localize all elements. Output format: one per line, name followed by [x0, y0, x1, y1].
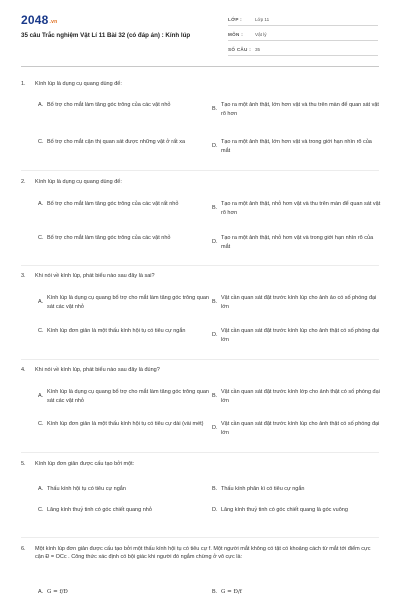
option-letter: B.: [212, 486, 218, 492]
option-letter: B.: [212, 299, 218, 306]
option-text: Tạo ra một ảnh thật, nhỏ hơn vật và trong giới hạn nhìn rõ của mắt: [221, 235, 374, 250]
meta-count-value: 35: [255, 47, 261, 52]
question-text: Khi nói về kính lúp, phát biểu nào sau đây là sai?: [35, 273, 155, 279]
document-title: 35 câu Trắc nghiệm Vật Lí 11 Bài 32 (có đáp án) : Kính lúp: [21, 32, 191, 39]
option-text: Kính lúp đơn giản là một thấu kính hội tụ có tiêu cự dài (vài mét): [47, 421, 204, 427]
option-text: Vật cần quan sát đặt trước kính lúp cho ảnh thật có số phóng đại lớn: [221, 328, 380, 343]
option-letter: A.: [38, 486, 44, 492]
option-letter: B.: [212, 205, 218, 212]
option-a[interactable]: [38, 588, 210, 597]
option-text: Lăng kính thuỷ tinh có góc chiết quang nhỏ: [47, 507, 152, 513]
option-d[interactable]: [212, 420, 382, 438]
option-text: Bổ trợ cho mắt cận thị quan sát được những vật ở rất xa: [47, 139, 186, 145]
question-text: Khi nói về kính lúp, phát biểu nào sau đây là đúng?: [35, 367, 160, 373]
option-c[interactable]: [38, 420, 210, 429]
option-d[interactable]: [212, 327, 382, 345]
option-text: Thấu kính hội tụ có tiêu cự ngắn: [47, 486, 126, 492]
option-d[interactable]: [212, 234, 382, 252]
option-c[interactable]: [38, 506, 210, 515]
option-c[interactable]: [38, 138, 210, 147]
question-number: 2.: [21, 179, 26, 185]
question-divider: [21, 359, 379, 360]
meta-subject-value: Vật lý: [255, 32, 267, 37]
option-text: Tạo ra một ảnh thật, lớn hơn vật và trong giới hạn nhìn rõ của mắt: [221, 139, 372, 154]
option-a[interactable]: [38, 294, 210, 312]
question-number: 6.: [21, 546, 26, 552]
option-text: Vật cần quan sát đặt trước kính lớp cho ảnh thật có số phóng đại lớn: [221, 389, 380, 404]
header-divider: [21, 66, 379, 67]
option-b[interactable]: [212, 588, 382, 597]
meta-class: [228, 12, 378, 26]
meta-count: [228, 42, 378, 56]
question-number: 4.: [21, 367, 26, 373]
option-a[interactable]: [38, 388, 210, 406]
option-text: Thấu kính phân kì có tiêu cự ngắn: [221, 486, 305, 492]
option-text: Lăng kính thuỷ tinh có góc chiết quang là góc vuông: [221, 507, 348, 513]
question-divider: [21, 452, 379, 453]
logo-main: 2048: [21, 13, 49, 27]
option-letter: D.: [212, 239, 218, 246]
site-logo[interactable]: [21, 13, 57, 27]
option-letter: D.: [212, 425, 218, 432]
meta-class-key: LỚP :: [228, 17, 243, 22]
question-number: 1.: [21, 81, 26, 87]
meta-subject-key: MÔN :: [228, 32, 244, 37]
option-letter: B.: [212, 106, 218, 113]
option-text: Tạo ra một ảnh thật, nhỏ hơn vật và thu trên màn để quan sát vật rõ hơn: [221, 201, 381, 216]
option-b[interactable]: [212, 101, 382, 119]
option-letter: D.: [212, 143, 218, 150]
option-text: Vật cần quan sát đặt trước kính lúp cho ảnh ảo có số phóng đại lớn: [221, 295, 377, 310]
question-text: Kính lúp là dụng cụ quang dùng để:: [35, 81, 122, 87]
option-c[interactable]: [38, 327, 210, 336]
option-text: Bổ trợ cho mắt làm tăng góc trông của các vật nhỏ: [47, 235, 171, 241]
option-c[interactable]: [38, 234, 210, 243]
question-text: Kính lúp là dụng cụ quang dùng để:: [35, 179, 122, 185]
option-letter: A.: [38, 393, 44, 400]
option-b[interactable]: [212, 388, 382, 406]
option-letter: C.: [38, 235, 44, 241]
option-letter: A.: [38, 299, 44, 306]
option-letter: C.: [38, 421, 44, 427]
option-d[interactable]: [212, 506, 382, 515]
option-letter: B.: [212, 589, 218, 595]
question-divider: [21, 170, 379, 171]
meta-class-value: Lớp 11: [255, 17, 270, 22]
option-b[interactable]: [212, 200, 382, 218]
question-number: 3.: [21, 273, 26, 279]
logo-suffix: .vn: [49, 19, 58, 25]
option-a[interactable]: [38, 101, 210, 110]
option-text: Vật cần quan sát đặt trước kính lúp cho ảnh thật có số phóng đại lớn: [221, 421, 380, 436]
option-letter: A.: [38, 201, 44, 207]
document-header: [0, 0, 400, 66]
option-text: Kính lúp đơn giản là một thấu kính hội tụ có tiêu cự ngắn: [47, 328, 186, 334]
option-b[interactable]: [212, 294, 382, 312]
option-formula: G = f/Đ: [47, 589, 68, 595]
option-d[interactable]: [212, 138, 382, 156]
option-a[interactable]: [38, 200, 210, 209]
option-text: Tạo ra một ảnh thật, lớn hơn vật và thu trên màn để quan sát vật rõ hơn: [221, 102, 379, 117]
option-letter: A.: [38, 589, 44, 595]
question-divider: [21, 265, 379, 266]
option-letter: B.: [212, 393, 218, 400]
option-letter: C.: [38, 139, 44, 145]
meta-subject: [228, 27, 378, 41]
option-letter: D.: [212, 507, 218, 513]
option-a[interactable]: [38, 485, 210, 494]
question-divider: [21, 537, 379, 538]
option-letter: A.: [38, 102, 44, 108]
meta-count-key: SỐ CÂU :: [228, 47, 252, 52]
option-letter: D.: [212, 332, 218, 339]
option-letter: C.: [38, 328, 44, 334]
option-letter: C.: [38, 507, 44, 513]
option-text: Kính lúp là dụng cụ quang bổ trợ cho mắt làm tăng góc trông quan sát các vật nhỏ: [47, 389, 209, 404]
option-b[interactable]: [212, 485, 382, 494]
option-text: Bổ trợ cho mắt làm tăng góc trông của các vật rất nhỏ: [47, 201, 179, 207]
option-text: Bổ trợ cho mắt làm tăng góc trông của các vật nhỏ: [47, 102, 171, 108]
question-number: 5.: [21, 461, 26, 467]
option-text: Kính lúp là dụng cụ quang bổ trợ cho mắt làm tăng góc trông quan sát các vật nhỏ: [47, 295, 209, 310]
question-text: Một kính lúp đơn giản được cấu tạo bởi một thấu kính hội tụ có tiêu cự f. Một người mắt không có tật có khoảng cách từ mắt tới điểm cực cận Đ = OCc . Công thức xác định có bội giác khi người đó ngắm chừng ở vô cực là:: [35, 546, 371, 560]
option-formula: G = Đ/f: [221, 589, 242, 595]
question-text: Kính lúp đơn giản được cấu tạo bởi một:: [35, 461, 135, 467]
